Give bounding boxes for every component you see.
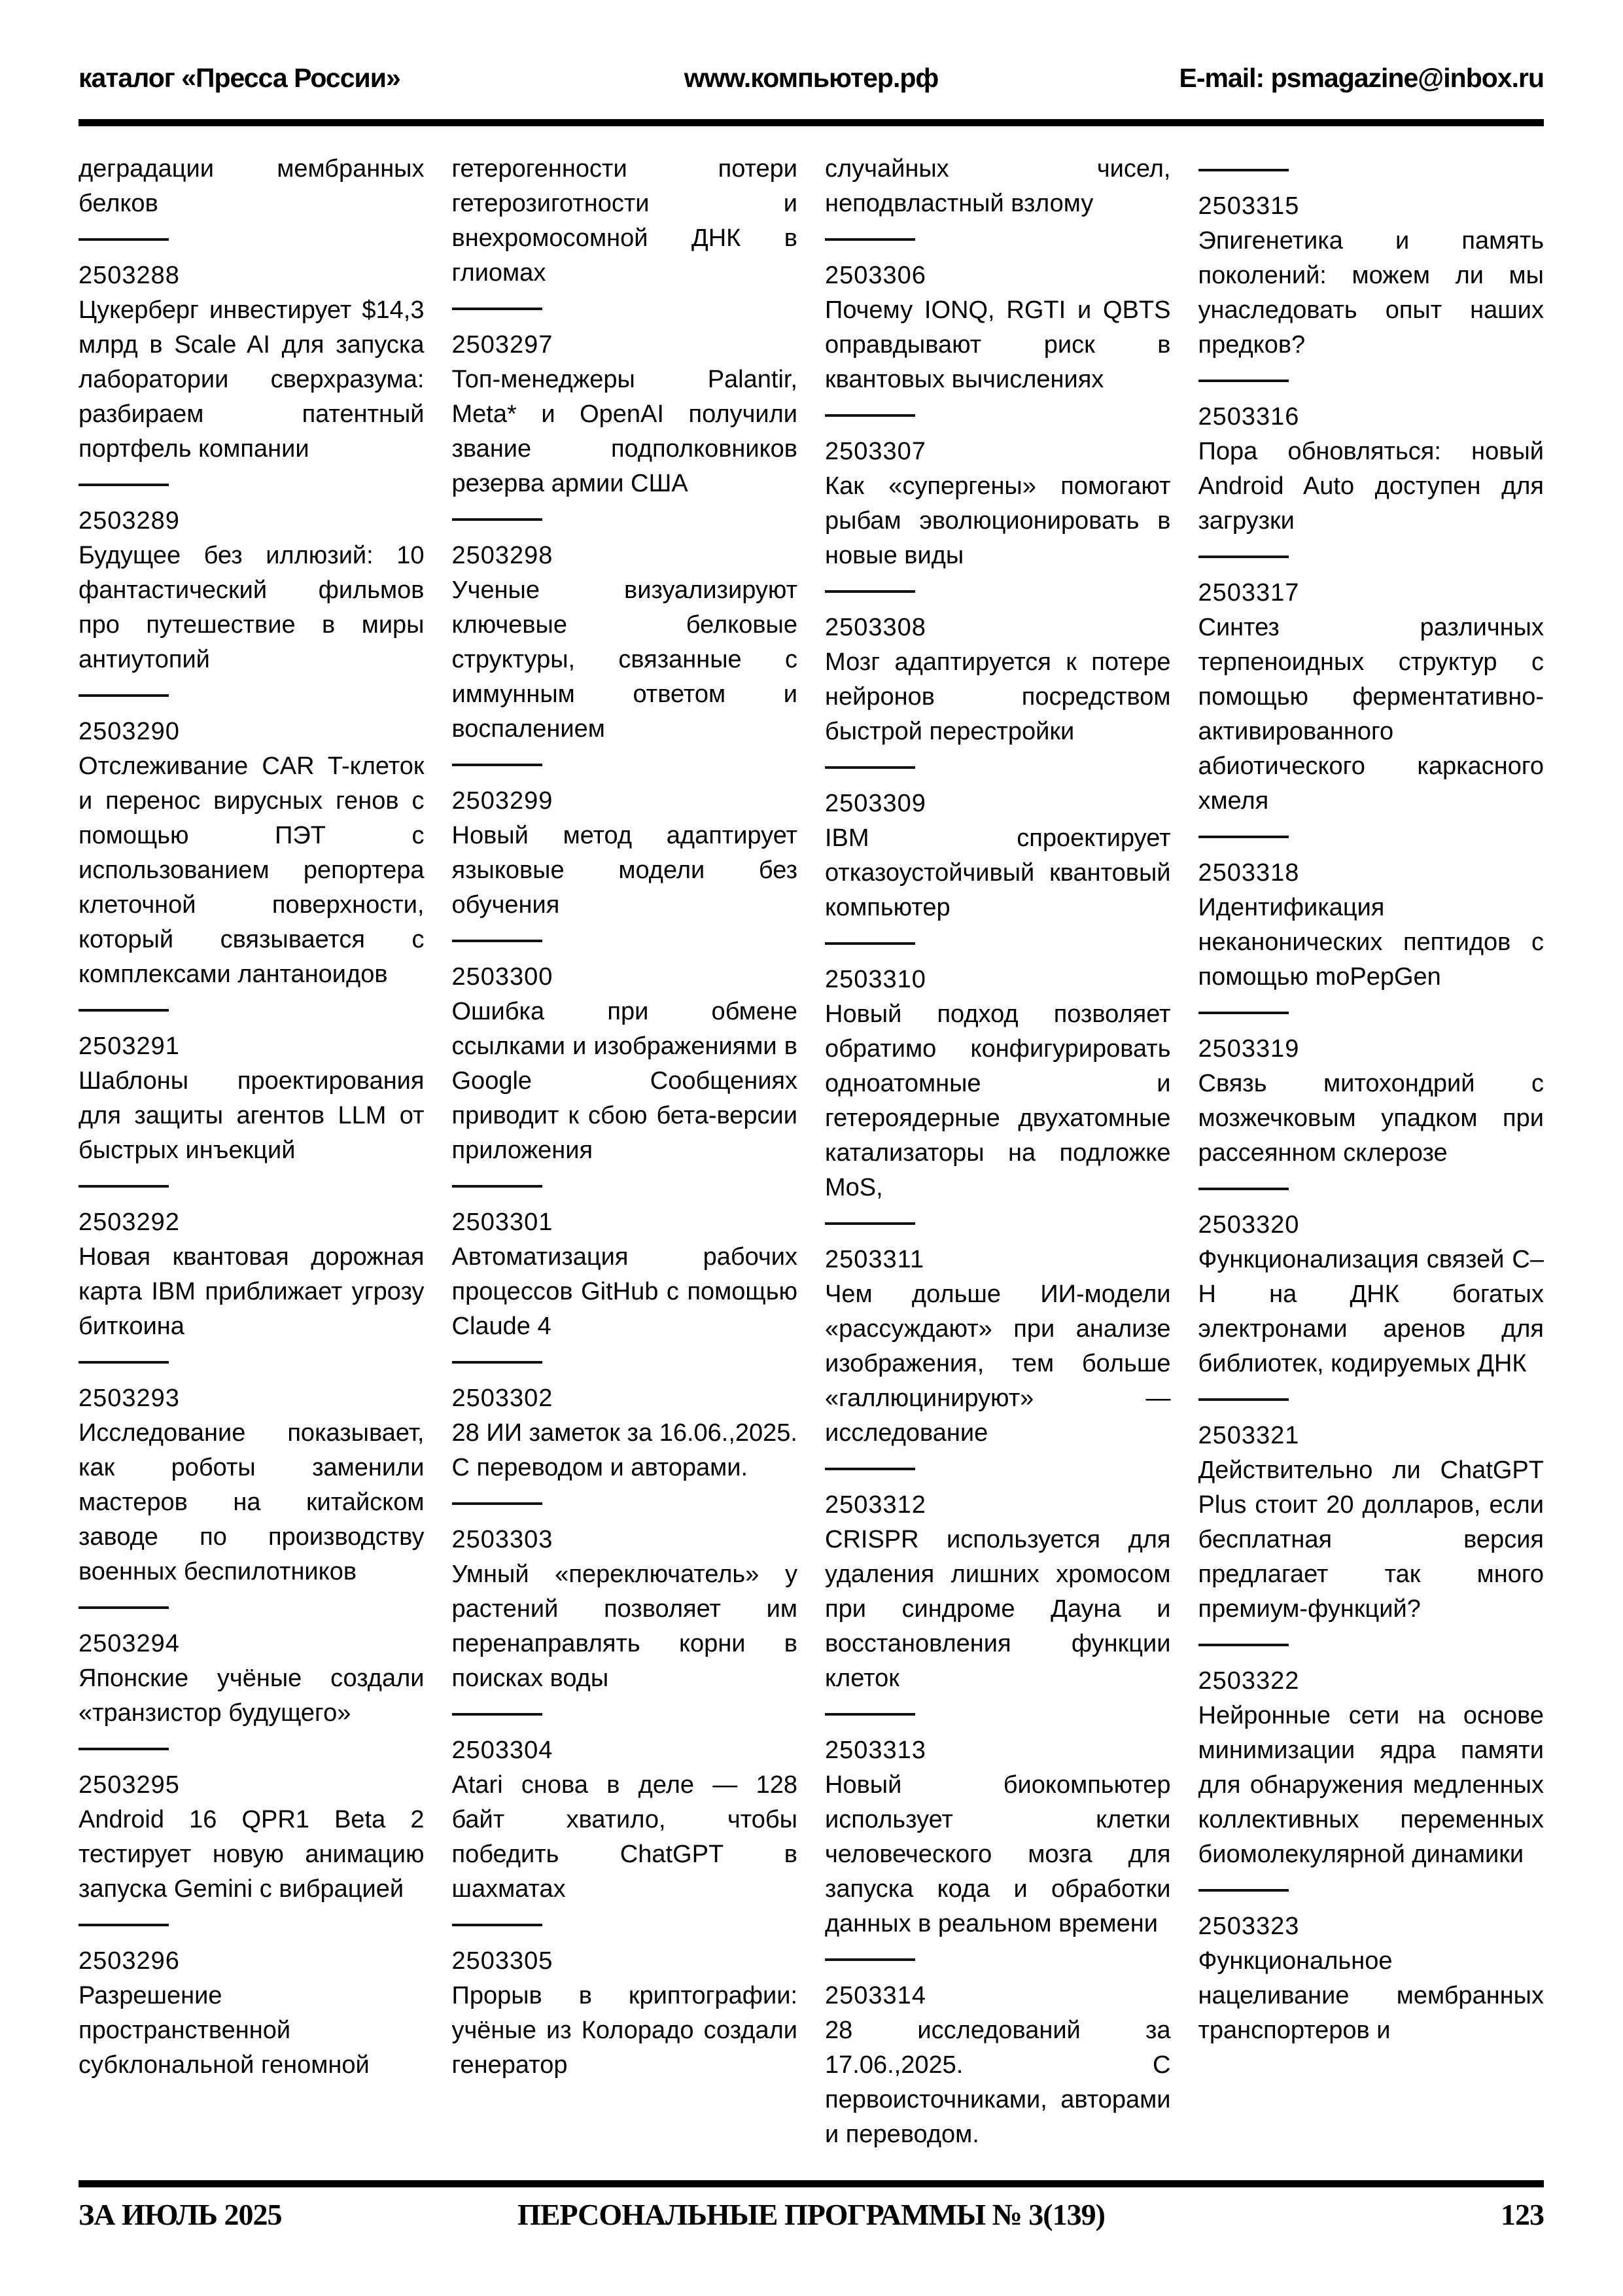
entry-number: 2503306 bbox=[825, 262, 926, 289]
entry-divider bbox=[825, 1468, 915, 1470]
entry-divider bbox=[452, 1924, 542, 1926]
entry-title: Новый метод адаптирует языковые модели без обучения bbox=[451, 822, 797, 919]
entry-title: IBM спроектирует отказоустойчивый квантовый компьютер bbox=[825, 824, 1171, 921]
entry-number: 2503319 bbox=[1198, 1035, 1300, 1063]
entry-title: Нейронные сети на основе минимизации ядра памяти для обнаружения медленных коллективных переменных биомолекулярной динамики bbox=[1198, 1702, 1544, 1868]
catalog-page bbox=[79, 0, 1544, 2296]
entry-title: Мозг адаптируется к потере нейронов посредством быстрой перестройки bbox=[825, 648, 1171, 745]
entry-divider bbox=[825, 1958, 915, 1961]
entry-number: 2503293 bbox=[79, 1385, 180, 1412]
entry-title: Отслеживание CAR T-клеток и перенос вирусных генов с помощью ПЭТ с использованием репортера клеточной поверхности, который связывается с комплексами лантаноидов bbox=[79, 752, 425, 988]
entry-title: Синтез различных терпеноидных структур с помощью ферментативно-активированного абиотического каркасного хмеля bbox=[1198, 614, 1544, 815]
entry-divider bbox=[825, 942, 915, 945]
entry-divider bbox=[825, 414, 915, 417]
entry-divider bbox=[825, 766, 915, 769]
entry-title: Новый подход позволяет обратимо конфигурировать одноатомные и гетероядерные двухатомные катализаторы на подложке MoS, bbox=[825, 1000, 1171, 1201]
entry-divider bbox=[1198, 1644, 1289, 1646]
entry-number: 2503305 bbox=[451, 1947, 553, 1975]
entry-divider bbox=[79, 1606, 169, 1609]
entry-divider bbox=[79, 694, 169, 697]
entry-divider bbox=[79, 1924, 169, 1926]
entry-number: 2503291 bbox=[79, 1033, 180, 1060]
entry-title: 28 ИИ заметок за 16.06.,2025. С переводом и авторами. bbox=[451, 1419, 797, 1481]
entry-number: 2503311 bbox=[825, 1246, 925, 1273]
entry-number: 2503300 bbox=[451, 963, 553, 991]
site-url: www.компьютер.рф bbox=[684, 63, 939, 93]
entry-divider bbox=[79, 1361, 169, 1364]
entry-title: Связь митохондрий с мозжечковым упадком при рассеянном склерозе bbox=[1198, 1070, 1544, 1167]
entry-divider bbox=[825, 1222, 915, 1225]
entry-divider bbox=[1198, 556, 1289, 558]
entry-divider bbox=[1198, 380, 1289, 382]
entry-title: Будущее без иллюзий: 10 фантастический фильмов про путешествие в миры антиутопий bbox=[79, 542, 425, 673]
entry-number: 2503315 bbox=[1198, 192, 1300, 220]
entry-title: Функциональное нацеливание мембранных транспортеров и bbox=[1198, 1947, 1544, 2044]
entry-number: 2503321 bbox=[1198, 1422, 1300, 1449]
contact-email: E-mail: psmagazine@inbox.ru bbox=[1179, 63, 1544, 93]
entry-number: 2503294 bbox=[79, 1630, 180, 1657]
entry-divider bbox=[79, 1009, 169, 1012]
entry-title: Функционализация связей С–Н на ДНК богатых электронами аренов для библиотек, кодируемых ДНК bbox=[1198, 1246, 1544, 1377]
entry-number: 2503298 bbox=[451, 542, 553, 569]
page-number: 123 bbox=[1501, 2198, 1544, 2231]
entry-number: 2503322 bbox=[1198, 1667, 1300, 1695]
entry-title: Действительно ли ChatGPT Plus стоит 20 долларов, если бесплатная версия предлагает так много премиум-функций? bbox=[1198, 1457, 1544, 1623]
entry-number: 2503288 bbox=[79, 262, 180, 289]
entry-divider bbox=[452, 1713, 542, 1716]
entry-number: 2503295 bbox=[79, 1771, 180, 1799]
entry-divider bbox=[452, 940, 542, 942]
entry-title: Почему IONQ, RGTI и QBTS оправдывают риск в квантовых вычислениях bbox=[825, 296, 1171, 393]
header-rule bbox=[79, 119, 1544, 126]
entry-divider bbox=[79, 238, 169, 241]
entry-title: Разрешение пространственной субклональной геномной bbox=[79, 1982, 370, 2079]
entry-title: Идентификация неканонических пептидов с помощью moPepGen bbox=[1198, 894, 1544, 991]
page-footer bbox=[79, 2197, 1544, 2232]
entry-number: 2503317 bbox=[1198, 579, 1300, 607]
entry-title: Пора обновляться: новый Android Auto доступен для загрузки bbox=[1198, 438, 1544, 535]
entry-continuation: деградации мембранных белков bbox=[79, 155, 425, 217]
entry-title: Как «супергены» помогают рыбам эволюционировать в новые виды bbox=[825, 472, 1171, 569]
entry-divider bbox=[452, 308, 542, 310]
entry-title: Новая квантовая дорожная карта IBM приближает угрозу биткоина bbox=[79, 1243, 425, 1340]
entry-number: 2503310 bbox=[825, 966, 926, 993]
entry-divider bbox=[825, 1713, 915, 1716]
entry-divider bbox=[1198, 1398, 1289, 1401]
entry-divider bbox=[79, 1748, 169, 1750]
entry-divider bbox=[1198, 1889, 1289, 1892]
column-3 bbox=[825, 152, 1171, 2167]
entry-number: 2503301 bbox=[451, 1209, 553, 1236]
entry-divider bbox=[79, 484, 169, 486]
entry-title: Прорыв в криптографии: учёные из Колорадо создали генератор bbox=[451, 1982, 797, 2079]
entry-number: 2503303 bbox=[451, 1526, 553, 1553]
entry-number: 2503292 bbox=[79, 1209, 180, 1236]
entry-divider bbox=[1198, 169, 1289, 171]
entry-title: CRISPR используется для удаления лишних хромосом при синдроме Дауна и восстановления функции клеток bbox=[825, 1526, 1171, 1692]
entry-title: Ошибка при обмене ссылками и изображениями в Google Сообщениях приводит к сбою бета-версии приложения bbox=[451, 998, 797, 1164]
entry-title: Умный «переключатель» у растений позволяет им перенаправлять корни в поисках воды bbox=[451, 1561, 797, 1692]
entry-number: 2503308 bbox=[825, 614, 926, 641]
entry-title: Atari снова в деле — 128 байт хватило, чтобы победить ChatGPT в шахматах bbox=[451, 1771, 797, 1903]
issue-period: ЗА ИЮЛЬ 2025 bbox=[79, 2198, 282, 2231]
column-2 bbox=[452, 152, 798, 2167]
entry-number: 2503299 bbox=[451, 787, 553, 815]
entry-divider bbox=[1198, 1188, 1289, 1190]
entry-continuation: случайных чисел, неподвластный взлому bbox=[825, 155, 1171, 217]
entry-title: Цукерберг инвестирует $14,3 млрд в Scale AI для запуска лаборатории сверхразума: разбираем патентный портфель компании bbox=[79, 296, 425, 463]
entry-title: Android 16 QPR1 Beta 2 тестирует новую анимацию запуска Gemini с вибрацией bbox=[79, 1806, 425, 1903]
entry-number: 2503302 bbox=[451, 1385, 553, 1412]
catalog-name: каталог «Пресса России» bbox=[79, 63, 400, 93]
entry-divider bbox=[452, 764, 542, 766]
entry-number: 2503309 bbox=[825, 790, 926, 817]
entry-divider bbox=[452, 518, 542, 521]
entry-title: Эпигенетика и память поколений: можем ли мы унаследовать опыт наших предков? bbox=[1198, 227, 1544, 359]
entry-divider bbox=[825, 590, 915, 593]
entry-number: 2503307 bbox=[825, 438, 926, 465]
column-4 bbox=[1198, 152, 1544, 2167]
entry-divider bbox=[825, 238, 915, 241]
entry-number: 2503304 bbox=[451, 1737, 553, 1764]
entry-title: Автоматизация рабочих процессов GitHub с помощью Claude 4 bbox=[451, 1243, 797, 1340]
entry-title: Шаблоны проектирования для защиты агентов LLM от быстрых инъекций bbox=[79, 1067, 425, 1164]
entry-continuation: гетерогенности потери гетерозиготности и внехромосомной ДНК в глиомах bbox=[451, 155, 797, 287]
entry-title: Чем дольше ИИ-модели «рассуждают» при анализе изображения, тем больше «галлюцинируют» — исследование bbox=[825, 1280, 1171, 1447]
entries-columns bbox=[79, 152, 1544, 2167]
entry-title: Топ-менеджеры Palantir, Meta* и OpenAI получили звание подполковников резерва армии США bbox=[451, 366, 797, 497]
entry-number: 2503289 bbox=[79, 507, 180, 535]
magazine-title: ПЕРСОНАЛЬНЫЕ ПРОГРАММЫ № 3(139) bbox=[517, 2198, 1105, 2231]
entry-divider bbox=[1198, 836, 1289, 838]
entry-title: Японские учёные создали «транзистор будущего» bbox=[79, 1665, 425, 1727]
entry-divider bbox=[452, 1361, 542, 1364]
entry-number: 2503296 bbox=[79, 1947, 180, 1975]
entry-number: 2503297 bbox=[451, 331, 553, 359]
footer-rule bbox=[79, 2180, 1544, 2187]
entry-number: 2503312 bbox=[825, 1491, 926, 1519]
entry-number: 2503313 bbox=[825, 1737, 926, 1764]
entry-title: Исследование показывает, как роботы заменили мастеров на китайском заводе по производству военных беспилотников bbox=[79, 1419, 425, 1585]
column-1 bbox=[79, 152, 425, 2167]
entry-divider bbox=[79, 1185, 169, 1188]
entry-number: 2503314 bbox=[825, 1982, 926, 2009]
entry-number: 2503316 bbox=[1198, 403, 1300, 431]
entry-title: 28 исследований за 17.06.,2025. С первоисточниками, авторами и переводом. bbox=[825, 2017, 1171, 2148]
entry-number: 2503318 bbox=[1198, 859, 1300, 887]
entry-number: 2503323 bbox=[1198, 1913, 1300, 1940]
entry-divider bbox=[452, 1502, 542, 1505]
entry-divider bbox=[1198, 1012, 1289, 1014]
entry-number: 2503320 bbox=[1198, 1211, 1300, 1239]
page-header bbox=[79, 63, 1544, 94]
entry-divider bbox=[452, 1185, 542, 1188]
entry-number: 2503290 bbox=[79, 718, 180, 745]
entry-title: Ученые визуализируют ключевые белковые структуры, связанные с иммунным ответом и воспалением bbox=[451, 576, 797, 743]
entry-title: Новый биокомпьютер использует клетки человеческого мозга для запуска кода и обработки данных в реальном времени bbox=[825, 1771, 1171, 1937]
